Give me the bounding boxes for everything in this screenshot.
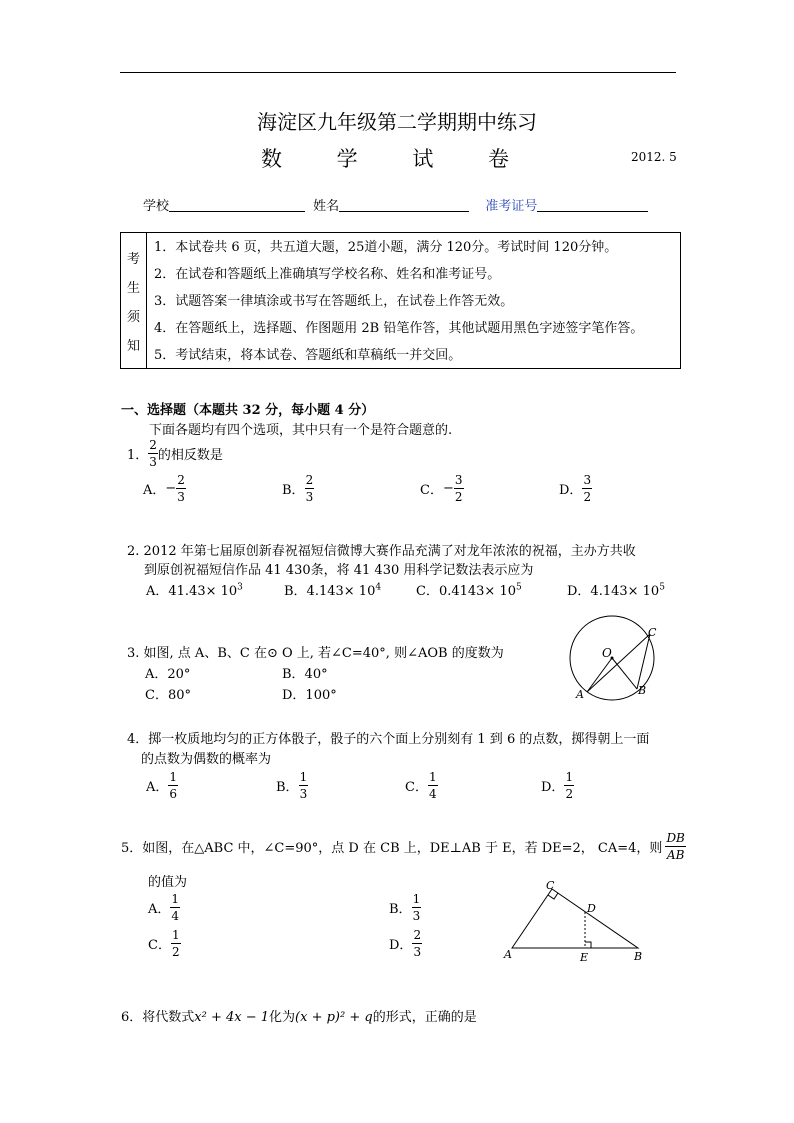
note-item: 5．考试结束，将本试卷、答题纸和草稿纸一并交回。 [154, 348, 462, 363]
q4-option-c[interactable]: C． $\frac{1}{4}$ [405, 770, 437, 801]
q5-option-c[interactable]: C． $\frac{1}{2}$ [148, 928, 180, 959]
notes-label: 考 生 须 知 [121, 233, 147, 368]
notes-box [120, 232, 681, 369]
note-item: 2．在试卷和答题纸上准确填写学校名称、姓名和准考证号。 [154, 267, 501, 282]
exam-id-blank [537, 198, 648, 212]
q1-option-a[interactable]: A． − $\frac{2}{3}$ [143, 473, 185, 504]
expression: x² + 4x − 1 [194, 1010, 270, 1025]
q4-option-a[interactable]: A． $\frac{1}{6}$ [146, 770, 178, 801]
question-6: 6．将代数式x² + 4x − 1化为(x + p)² + q的形式，正确的是 [121, 1010, 477, 1025]
fraction: $\frac{DB}{AB}$ [666, 831, 685, 862]
q5-option-b[interactable]: B． $\frac{1}{3}$ [389, 892, 421, 923]
note-item: 1．本试卷共 6 页，共五道大题，25道小题，满分 120分。考试时间 120分钟。 [154, 240, 618, 255]
q5-option-a[interactable]: A． $\frac{1}{4}$ [148, 892, 180, 923]
exam-date: 2012. 5 [631, 150, 677, 164]
section-instruction: 下面各题均有四个选项，其中只有一个是符合题意的. [149, 423, 453, 438]
label-b: B [634, 950, 643, 963]
circle-figure [560, 610, 670, 702]
q3-option-b[interactable]: B．40° [282, 667, 328, 682]
question-2-line2: 到原创祝福短信作品 41 430条，将 41 430 用科学记数法表示应为 [144, 563, 534, 578]
label-o: O [602, 646, 612, 660]
question-3-stem: 3. 如图, 点 A、B、C 在⊙ O 上, 若∠C=40°, 则∠AOB 的度数为 [127, 646, 504, 661]
q2-option-b[interactable]: B．$4.143\times 10^4$ [284, 582, 382, 599]
q3-option-d[interactable]: D．100° [282, 688, 337, 703]
question-1: 1． $\frac{2}{3}$ 的相反数是 [127, 438, 223, 469]
exam-title: 海淀区九年级第二学期期中练习 [257, 110, 537, 134]
name-label: 姓名 [313, 199, 340, 214]
label-c: C [648, 626, 657, 639]
question-4-line2: 的点数为偶数的概率为 [141, 752, 272, 767]
exam-id-label: 准考证号 [485, 199, 538, 214]
question-5-stem: 5．如图，在△ABC 中，∠C=90°，点 D 在 CB 上，DE⊥AB 于 E，若 DE=2， CA=4，则 $\frac{DB}{AB}$ [121, 831, 685, 862]
label-b: B [638, 684, 647, 697]
exam-subtitle: 数 学 试 卷 [260, 147, 534, 171]
info-fields [143, 195, 648, 214]
note-item: 4．在答题纸上，选择题、作图题用 2B 铅笔作答，其他试题用黑色字迹签字笔作答。 [154, 321, 644, 336]
label-d: D [587, 902, 596, 915]
header-rule [120, 72, 676, 73]
expression: (x + p)² + q [295, 1010, 373, 1025]
q1-option-d[interactable]: D． $\frac{3}{2}$ [559, 473, 592, 504]
question-5-line2: 的值为 [148, 875, 188, 890]
q3-option-c[interactable]: C．80° [145, 688, 191, 703]
school-blank [169, 198, 305, 212]
q1-option-b[interactable]: B． $\frac{2}{3}$ [282, 473, 314, 504]
school-label: 学校 [143, 199, 170, 214]
q4-option-b[interactable]: B． $\frac{1}{3}$ [276, 770, 308, 801]
triangle-figure [500, 878, 650, 966]
label-c: C [546, 879, 555, 892]
label-a: A [504, 948, 512, 961]
label-e: E [580, 951, 589, 964]
q2-option-a[interactable]: A．$41.43\times 10^3$ [146, 582, 243, 599]
section-heading: 一、选择题（本题共 32 分，每小题 4 分） [121, 403, 375, 418]
q5-option-d[interactable]: D． $\frac{2}{3}$ [389, 928, 422, 959]
question-2-line1: 2. 2012 年第七届原创新春祝福短信微博大赛作品充满了对龙年浓浓的祝福，主办方共收 [127, 544, 636, 559]
name-blank [339, 198, 469, 212]
q1-option-c[interactable]: C． − $\frac{3}{2}$ [420, 473, 463, 504]
q3-option-a[interactable]: A．20° [145, 667, 191, 682]
note-item: 3．试题答案一律填涂或书写在答题纸上，在试卷上作答无效。 [154, 294, 514, 309]
question-4-line1: 4．掷一枚质地均匀的正方体骰子，骰子的六个面上分别刻有 1 到 6 的点数，掷得朝上一面 [127, 732, 650, 747]
fraction: $\frac{2}{3}$ [149, 438, 157, 469]
q2-option-c[interactable]: C．$0.4143\times 10^5$ [416, 582, 522, 599]
q2-option-d[interactable]: D．$4.143\times 10^5$ [567, 582, 665, 599]
q4-option-d[interactable]: D． $\frac{1}{2}$ [541, 770, 574, 801]
label-a: A [576, 688, 584, 701]
